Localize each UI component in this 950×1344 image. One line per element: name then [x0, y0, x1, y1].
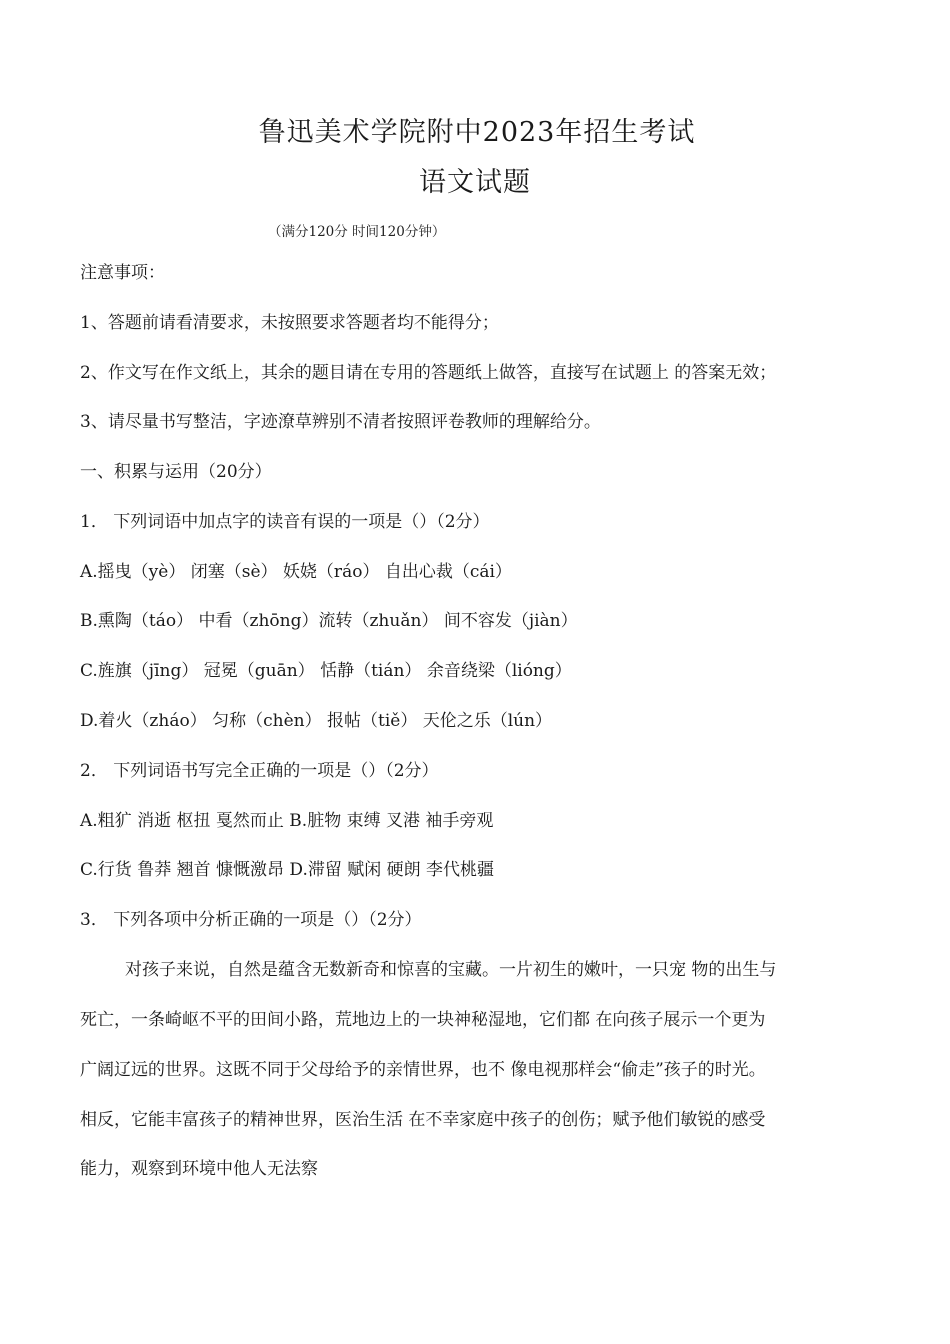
- exam-title: 鲁迅美术学院附中2023年招生考试: [258, 117, 696, 148]
- question-1-option-a: A.摇曳（yè） 闭塞（sè） 妖娆（ráo） 自出心裁（cái）: [80, 562, 512, 582]
- question-1-stem: 1． 下列词语中加点字的读音有误的一项是（）（2分）: [80, 512, 490, 532]
- notice-item-3: 3、请尽量书写整洁，字迹潦草辨别不清者按照评卷教师的理解给分。: [80, 412, 601, 432]
- notice-item-2: 2、作文写在作文纸上，其余的题目请在专用的答题纸上做答，直接写在试题上 的答案无效；: [80, 363, 777, 383]
- passage-line-2: 死亡，一条崎岖不平的田间小路，荒地边上的一块神秘湿地，它们都 在向孩子展示一个更为: [80, 1010, 766, 1030]
- passage-line-1: 对孩子来说，自然是蕴含无数新奇和惊喜的宝藏。一片初生的嫩叶，一只宠 物的出生与: [125, 960, 777, 980]
- question-3-stem: 3． 下列各项中分析正确的一项是（）（2分）: [80, 910, 422, 930]
- passage-line-5: 能力，观察到环境中他人无法察: [80, 1159, 318, 1179]
- question-2-stem: 2． 下列词语书写完全正确的一项是（）（2分）: [80, 761, 439, 781]
- passage-line-4: 相反，它能丰富孩子的精神世界，医治生活 在不幸家庭中孩子的创伤；赋予他们敏锐的感受: [80, 1110, 766, 1130]
- exam-subject-title: 语文试题: [419, 167, 531, 198]
- question-1-option-c: C.旌旗（jīng） 冠冕（guān） 恬静（tián） 余音绕梁（lióng）: [80, 661, 572, 681]
- question-1-option-d: D.着火（zháo） 匀称（chèn） 报帖（tiě） 天伦之乐（lún）: [80, 711, 553, 731]
- section-heading: 一、积累与运用（20分）: [80, 462, 272, 482]
- question-1-option-b: B.熏陶（táo） 中看（zhōng）流转（zhuǎn） 间不容发（jiàn）: [80, 611, 578, 631]
- passage-line-3: 广阔辽远的世界。这既不同于父母给予的亲情世界，也不 像电视那样会“偷走”孩子的时光。: [80, 1060, 766, 1080]
- question-2-options-cd: C.行货 鲁莽 翘首 慷慨激昂 D.滞留 赋闲 硬朗 李代桃疆: [80, 860, 495, 880]
- question-2-options-ab: A.粗犷 消逝 枢扭 戛然而止 B.脏物 束缚 叉港 袖手旁观: [80, 811, 494, 831]
- notice-heading: 注意事项：: [80, 263, 165, 283]
- notice-item-1: 1、答题前请看清要求，未按照要求答题者均不能得分；: [80, 313, 499, 333]
- score-time-info: （满分120分 时间120分钟）: [268, 224, 446, 240]
